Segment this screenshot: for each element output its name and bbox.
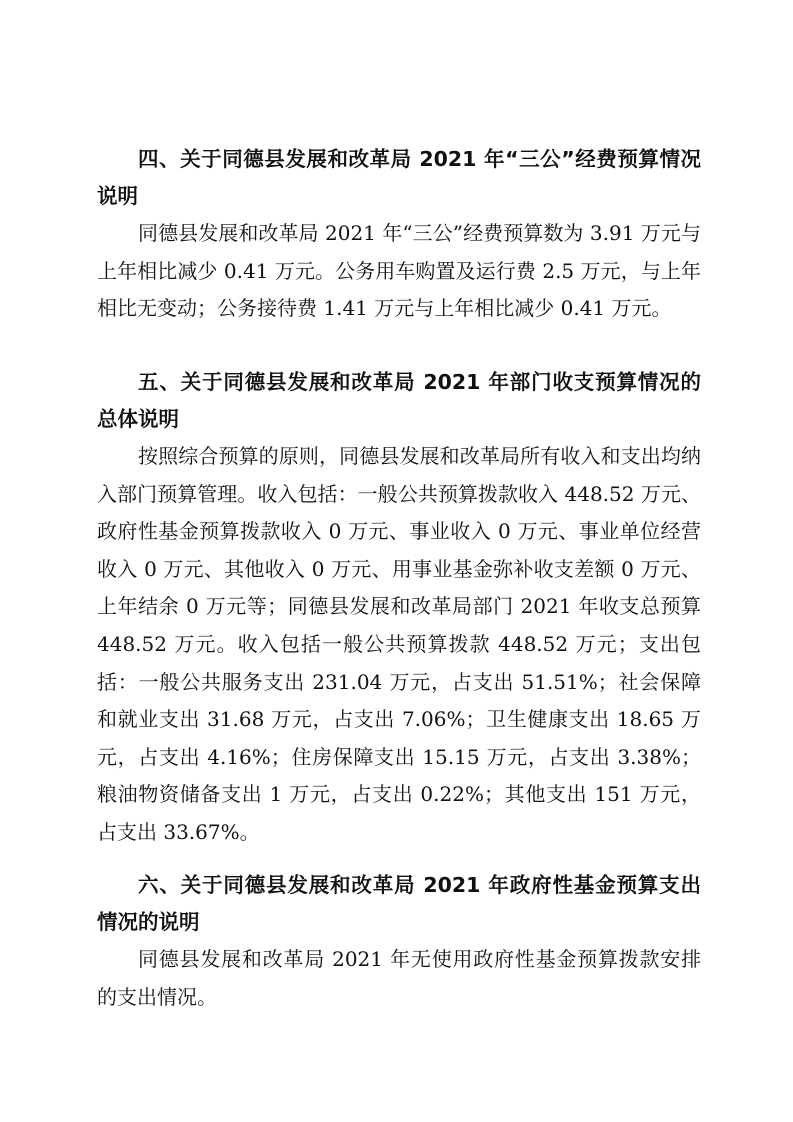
section-heading: 五、关于同德县发展和改革局 2021 年部门收支预算情况的总体说明	[97, 370, 701, 431]
section-4-three-public-expenses	[97, 141, 701, 328]
section-paragraph: 同德县发展和改革局 2021 年无使用政府性基金预算拨款安排的支出情况。	[97, 947, 701, 1009]
section-paragraph: 按照综合预算的原则，同德县发展和改革局所有收入和支出均纳入部门预算管理。收入包括：一般公共预算拨款收入 448.52 万元、政府性基金预算拨款收入 0 万元、事业收入 0 万元、事业单位经营收入 0 万元、其他收入 0 万元、用事业基金弥补收支差额 0 万元、上年结余 0 万元等；同德县发展和改革局部门 2021 年收支总预算 448.52 万元。收入包括一般公共预算拨款 448.52 万元；支出包括：一般公共服务支出 231.04 万元，占支出 51.51%；社会保障和就业支出 31.68 万元，占支出 7.06%；卫生健康支出 18.65 万元，占支出 4.16%；住房保障支出 15.15 万元，占支出 3.38%；粮油物资储备支出 1 万元，占支出 0.22%；其他支出 151 万元，占支出 33.67%。	[97, 444, 701, 844]
section-heading: 四、关于同德县发展和改革局 2021 年“三公”经费预算情况说明	[97, 147, 701, 208]
section-5-budget-overview	[97, 364, 701, 852]
section-6-government-fund-budget	[97, 867, 701, 1016]
section-paragraph: 同德县发展和改革局 2021 年“三公”经费预算数为 3.91 万元与上年相比减少 0.41 万元。公务用车购置及运行费 2.5 万元，与上年相比无变动；公务接待费 1.41 万元与上年相比减少 0.41 万元。	[97, 221, 701, 321]
section-heading: 六、关于同德县发展和改革局 2021 年政府性基金预算支出情况的说明	[97, 873, 701, 934]
